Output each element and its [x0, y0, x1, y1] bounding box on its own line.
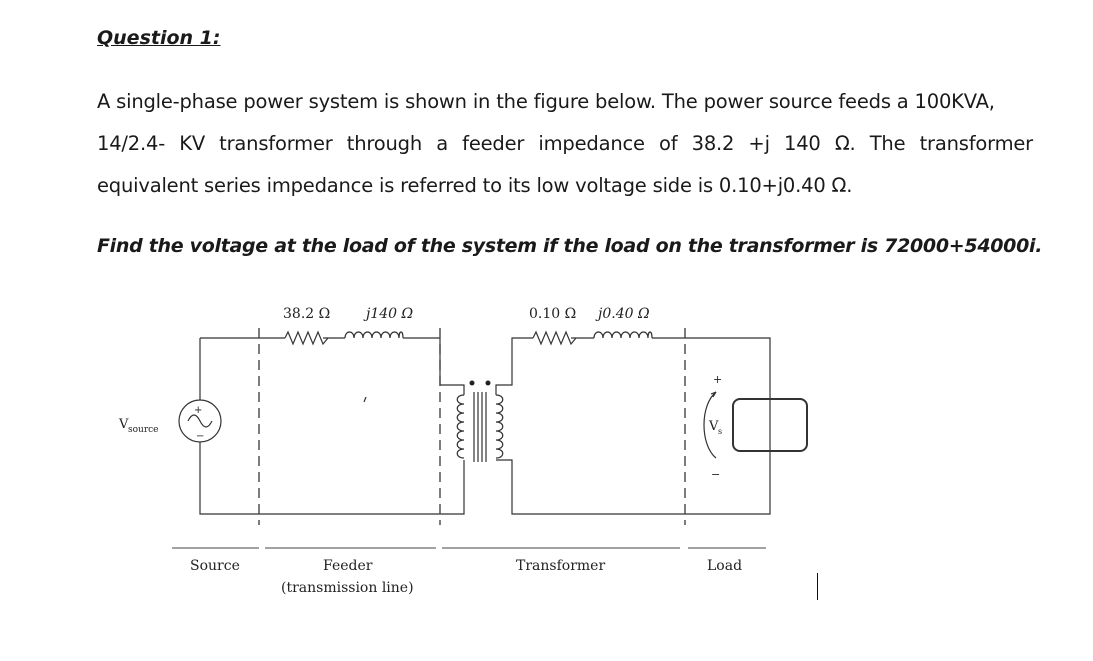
transformer-core: [474, 392, 486, 462]
section-label-source: Source: [190, 558, 240, 574]
vs-minus-sign: −: [711, 468, 721, 481]
problem-text-line-2: 14/2.4- KV transformer through a feeder impedance of 38.2 +j 140 Ω. The transformer: [97, 132, 1033, 155]
primary-polarity-dot: [470, 381, 475, 386]
section-label-load: Load: [707, 558, 743, 574]
secondary-polarity-dot: [486, 381, 491, 386]
task-statement: Find the voltage at the load of the system if the load on the transformer is 72000+54000i.: [97, 235, 1043, 257]
section-label-feeder: Feeder: [323, 558, 373, 574]
text-cursor: [817, 573, 818, 600]
transformer-inductor: [594, 332, 652, 338]
transformer-secondary-coil: [496, 395, 503, 458]
transformer-reactance-label: j0.40 Ω: [598, 306, 650, 322]
primary-top-link: [440, 385, 464, 395]
vs-subscript: s: [718, 427, 723, 436]
feeder-reactance-label: j140 Ω: [366, 306, 414, 322]
vs-label: V: [709, 419, 719, 434]
ac-wave-icon: [188, 415, 212, 427]
feeder-inductor: [345, 332, 403, 338]
vs-plus-sign: +: [713, 373, 723, 386]
secondary-loop-wire: [496, 338, 770, 514]
transformer-resistance-label: 0.10 Ω: [529, 306, 577, 322]
vsource-label: V: [119, 417, 129, 432]
problem-text-line-1: A single-phase power system is shown in the figure below. The power source feeds a 100KVA,: [97, 90, 995, 113]
source-plus-sign: +: [194, 405, 203, 416]
source-loop-wire: [200, 338, 464, 514]
source-minus-sign: −: [196, 431, 205, 442]
section-label-feeder-sub: (transmission line): [281, 580, 414, 596]
question-heading: Question 1:: [97, 27, 221, 49]
stray-mark: [364, 397, 366, 402]
feeder-resistor: [285, 332, 328, 344]
vsource-subscript: source: [128, 425, 159, 435]
transformer-resistor: [533, 332, 576, 344]
transformer-primary-coil: [457, 395, 464, 458]
problem-text-line-3: equivalent series impedance is referred to its low voltage side is 0.10+j0.40 Ω.: [97, 174, 853, 197]
section-label-transformer: Transformer: [516, 558, 606, 574]
feeder-resistance-label: 38.2 Ω: [283, 306, 331, 322]
